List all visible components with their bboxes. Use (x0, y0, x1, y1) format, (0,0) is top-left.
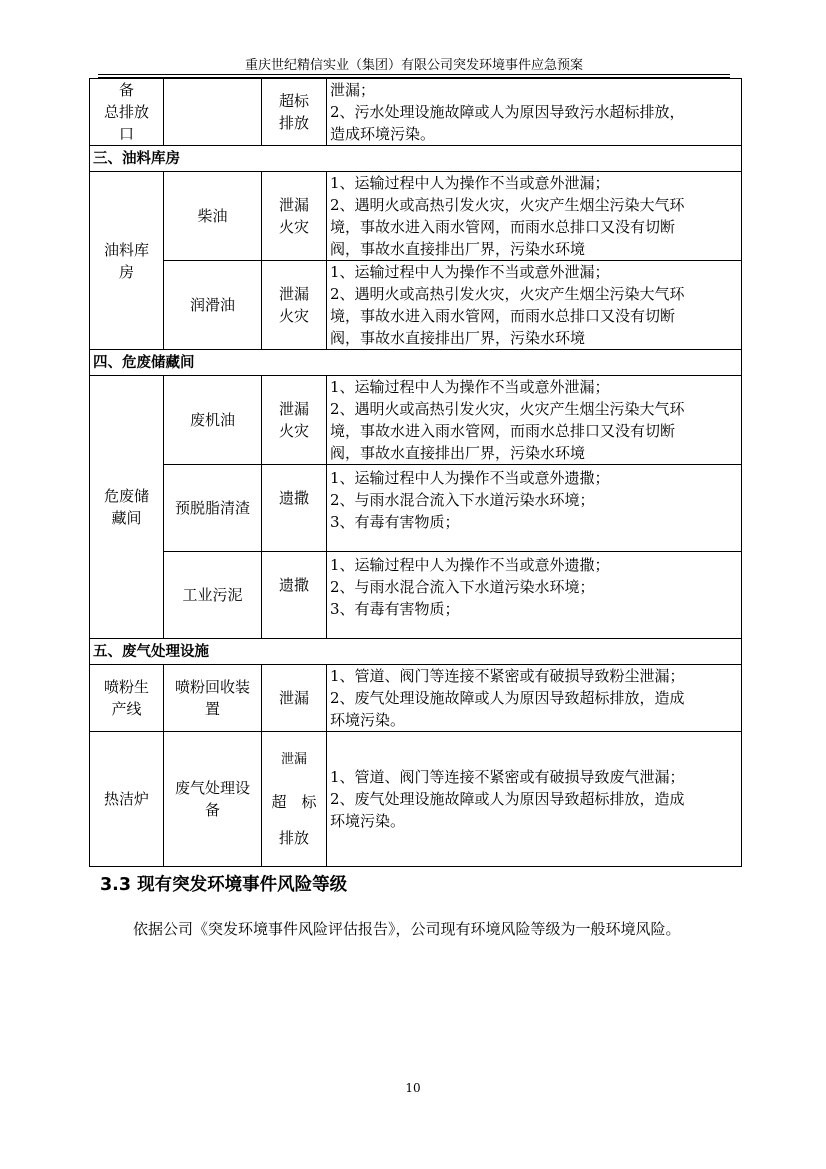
risk-desc-cell: 1、运输过程中人为操作不当或意外遗撒； 2、与雨水混合流入下水道污染水环境； 3、有毒有害物质； (327, 552, 742, 639)
section-heading: 3.3 现有突发环境事件风险等级 (100, 875, 348, 895)
section-row (90, 639, 742, 665)
section-row (90, 146, 742, 172)
body-paragraph: 依据公司《突发环境事件风险评估报告》，公司现有环境风险等级为一般环境风险。 (133, 920, 681, 938)
risk-type-cell: 泄漏 超 标 排放 (262, 732, 327, 867)
empty-cell (164, 79, 262, 146)
risk-table (89, 78, 742, 867)
table-row (90, 79, 742, 146)
table-row (90, 552, 742, 639)
risk-desc-cell: 1、管道、阀门等连接不紧密或有破损导致废气泄漏； 2、废气处理设施故障或人为原因导致超标排放，造成 环境污染。 (327, 732, 742, 867)
unit-cell: 喷粉生 产线 (90, 665, 164, 732)
substance-cell: 废机油 (164, 376, 262, 465)
risk-desc-cell: 泄漏； 2、污水处理设施故障或人为原因导致污水超标排放， 造成环境污染。 (327, 79, 742, 146)
risk-type-cell: 遗撒 (262, 465, 327, 552)
risk-type-cell: 泄漏 (262, 665, 327, 732)
unit-cell: 油料库 房 (90, 172, 164, 350)
equipment-cell: 废气处理设 备 (164, 732, 262, 867)
equipment-cell: 喷粉回收装 置 (164, 665, 262, 732)
section-title: 五、废气处理设施 (90, 639, 742, 665)
table-row (90, 465, 742, 552)
table-row (90, 172, 742, 261)
table-row (90, 376, 742, 465)
running-header: 重庆世纪精信实业（集团）有限公司突发环境事件应急预案 (244, 58, 583, 73)
page-number: 10 (405, 1081, 421, 1095)
risk-desc-cell: 1、运输过程中人为操作不当或意外泄漏； 2、遇明火或高热引发火灾，火灾产生烟尘污染大气环 境，事故水进入雨水管网，而雨水总排口又没有切断 阀，事故水直接排出厂界，污染水环境 (327, 376, 742, 465)
risk-desc-cell: 1、管道、阀门等连接不紧密或有破损导致粉尘泄漏； 2、废气处理设施故障或人为原因导致超标排放，造成 环境污染。 (327, 665, 742, 732)
risk-type-cell: 遗撒 (262, 552, 327, 639)
substance-cell: 预脱脂清渣 (164, 465, 262, 552)
risk-desc-cell: 1、运输过程中人为操作不当或意外泄漏； 2、遇明火或高热引发火灾，火灾产生烟尘污染大气环 境，事故水进入雨水管网，而雨水总排口又没有切断 阀，事故水直接排出厂界，污染水环境 (327, 261, 742, 350)
substance-cell: 柴油 (164, 172, 262, 261)
substance-cell: 润滑油 (164, 261, 262, 350)
risk-type-cell: 泄漏 火灾 (262, 376, 327, 465)
risk-type-cell: 泄漏 火灾 (262, 172, 327, 261)
table-row (90, 665, 742, 732)
unit-cell: 危废储 藏间 (90, 376, 164, 639)
unit-cell: 热洁炉 (90, 732, 164, 867)
risk-type-cell: 泄漏 火灾 (262, 261, 327, 350)
outlet-cell: 备 总排放 口 (90, 79, 164, 146)
header-rule (98, 74, 730, 75)
risk-desc-cell: 1、运输过程中人为操作不当或意外泄漏； 2、遇明火或高热引发火灾，火灾产生烟尘污染大气环 境，事故水进入雨水管网，而雨水总排口又没有切断 阀，事故水直接排出厂界，污染水环境 (327, 172, 742, 261)
section-row (90, 350, 742, 376)
table-row (90, 261, 742, 350)
risk-desc-cell: 1、运输过程中人为操作不当或意外遗撒； 2、与雨水混合流入下水道污染水环境； 3、有毒有害物质； (327, 465, 742, 552)
section-title: 三、油料库房 (90, 146, 742, 172)
table-row (90, 732, 742, 867)
section-title: 四、危废储藏间 (90, 350, 742, 376)
substance-cell: 工业污泥 (164, 552, 262, 639)
risk-type-cell: 超标 排放 (262, 79, 327, 146)
